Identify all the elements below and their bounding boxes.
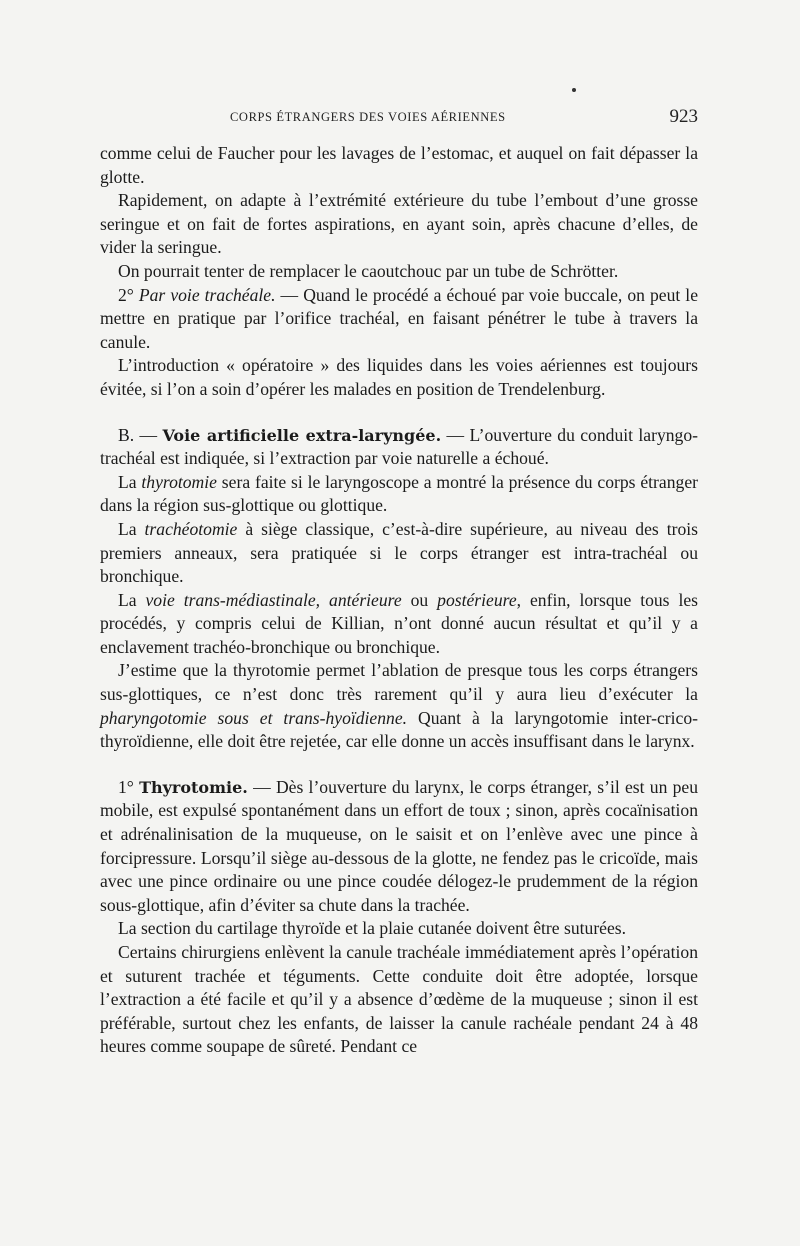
- page-number: 923: [669, 106, 698, 127]
- running-header: [100, 106, 698, 130]
- subsection-thyrotomie-paragraph: 1° Thyrotomie. — Dès l’ouverture du larynx, le corps étranger, s’il est un peu mobile, est expulsé spontanément dans un effort de toux ; sinon, après cocaïnisation et adrénalinisation de la muqueuse, on le saisit et on l’enlève avec une pince à forcipressure. Lorsqu’il siège au-dessous de la glotte, ne fendez pas le cricoïde, mais avec une pince ordinaire ou une pince coudée délogez-le prudemment de la région sous-glottique, afin d’éviter sa chute dans la trachée.: [100, 776, 699, 915]
- section-b-heading-paragraph: B. — Voie artificielle extra-laryngée. — L’ouverture du conduit laryngo-trachéal est indiquée, si l’extraction par voie naturelle a échoué.: [100, 424, 698, 469]
- paragraph-estime: J’estime que la thyrotomie permet l’ablation de presque tous les corps étrangers sus-glottiques, ce n’est donc très rarement qu’il y aura lieu d’exécuter la pharyngotomie sous et trans-hyoïdienne. Quant à la laryngotomie inter-crico-thyroïdienne, elle doit être rejetée, car elle donne un accès insuffisant dans le larynx.: [100, 660, 699, 752]
- paragraph-mediastinale: La voie trans-médiastinale, antérieure ou postérieure, enfin, lorsque tous les procédés, y compris celui de Killian, n’ont donné aucun résultat et qu’il y a enclavement trachéo-bronchique ou bronchique.: [100, 589, 699, 657]
- paragraph-4: 2° Par voie trachéale. — Quand le procédé a échoué par voie buccale, on peut le mettre en pratique par l’orifice trachéal, en faisant pénétrer le tube à travers la canule.: [100, 284, 698, 352]
- paragraph-tracheotomie: La trachéotomie à siège classique, c’est-à-dire supérieure, au niveau des trois premiers anneaux, sera pratiquée si le corps étranger est intra-trachéal ou bronchique.: [100, 518, 698, 587]
- ink-speck: [572, 88, 576, 92]
- body-text: [100, 142, 698, 1059]
- paragraph-1: comme celui de Faucher pour les lavages de l’estomac, et auquel on fait dépasser la glotte.: [100, 143, 698, 187]
- paragraph-2: Rapidement, on adapte à l’extrémité extérieure du tube l’embout d’une grosse seringue et on fait de fortes aspirations, en ayant soin, après chacune d’elles, de vider la seringue.: [100, 190, 698, 258]
- paragraph-3: On pourrait tenter de remplacer le caoutchouc par un tube de Schrötter.: [118, 260, 619, 281]
- section-b-title: Voie artificielle extra-laryngée.: [162, 425, 442, 445]
- paragraph-5: L’introduction « opératoire » des liquides dans les voies aériennes est toujours évitée, si l’on a soin d’opérer les malades en position de Trendelenburg.: [100, 355, 698, 399]
- subsection-thyrotomie-title: Thyrotomie.: [139, 777, 248, 797]
- paragraph-section-cartilage: La section du cartilage thyroïde et la plaie cutanée doivent être suturées.: [118, 918, 627, 939]
- running-title: CORPS ÉTRANGERS DES VOIES AÉRIENNES: [230, 110, 506, 124]
- paragraph-thyrotomie: La thyrotomie sera faite si le laryngoscope a montré la présence du corps étranger dans la région sus-glottique ou glottique.: [100, 471, 698, 516]
- paragraph-chirurgiens: Certains chirurgiens enlèvent la canule trachéale immédiatement après l’opération et suturent trachée et téguments. Cette conduite doit être adoptée, lorsque l’extraction a été facile et qu’il y a absence d’œdème de la muqueuse ; sinon il est préférable, surtout chez les enfants, de laisser la canule rachéale pendant 24 à 48 heures comme soupape de sûreté. Pendant ce: [100, 942, 698, 1057]
